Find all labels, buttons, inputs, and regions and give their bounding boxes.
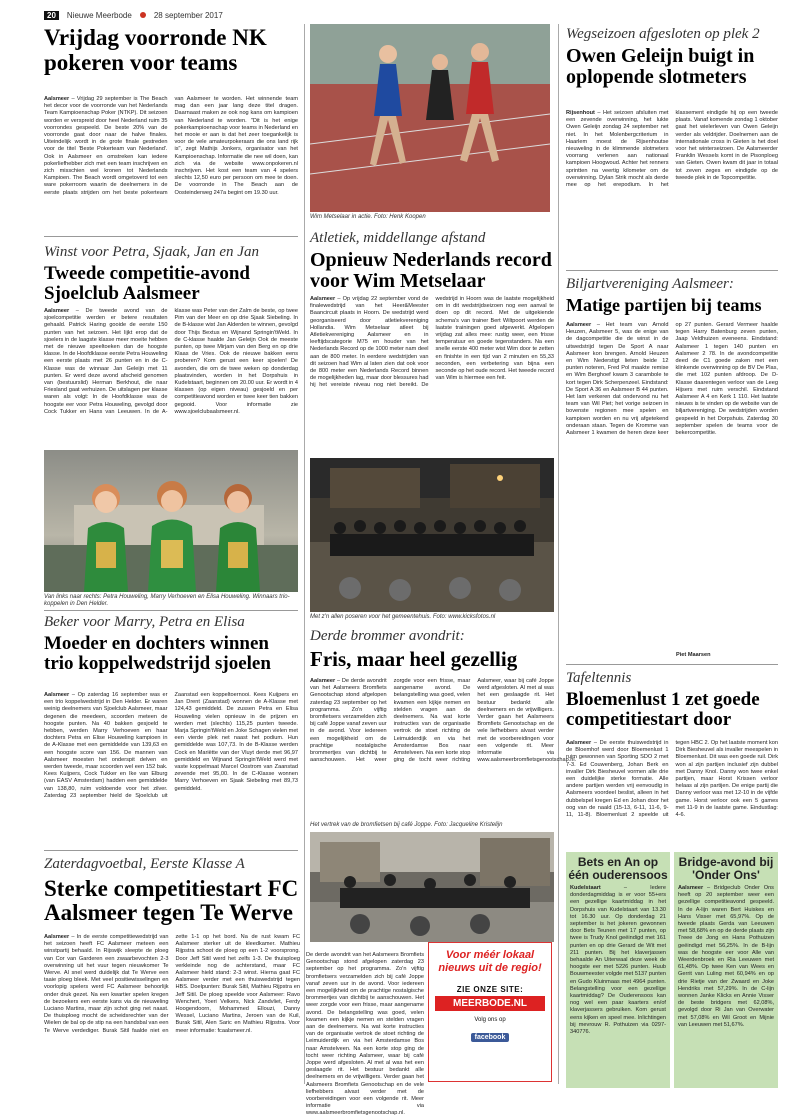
article-body: Aalsmeer – Op vrijdag 22 september vond de finalewedstrijd van het Heer&Meester Baancircuit plaats in Hoorn. De wedstrijd werd georganiseerd door atletiekvereniging Hollandia. Wim Metselaar atleet bij Atletiekvereniging Aalsmeer en in leeftijdscategorie M75 en houder van het Nederlands Record op de 1000 meter nam deel aan de 800 meter. In eerdere wedstrijden van dit seizoen had Wim al laten zien dat ook voor de 800 meter een Nederlands Record binnen de mogelijkheden lag, maar door blessures had hij het vereiste niveau nog niet bereikt. De wedstrijd in Hoorn was de laatste mogelijkheid om in dit wedstrijdseizoen nog een aanval te doen op dit record. Met de uitgekiende schema's van trainer Bert Wiltpoort werden de laatste trainingen goed afgewerkt. Afgelopen vrijdag zat alles mee: rustig weer, een frisse temperatuur en goede tegenstanders. Na een snelle eerste 400 meter wist Wim door te zetten en finishte in een tijd van 2 minuten en 55,33 seconden, een verbetering van bijna een seconde op het oude record. Het tweede record van Wim is hiermee een feit. <box>310 296 554 389</box>
street-mopeds-illustration <box>310 832 554 942</box>
page-number: 20 <box>44 11 59 20</box>
photo-caption: Met z'n allen poseren voor het gemeentehuis. Foto: www.kicksfotos.nl <box>310 614 496 620</box>
article-biljart <box>566 276 778 315</box>
article-sjoelclub <box>44 244 298 305</box>
article-body: Aalsmeer – In de eerste competitiewedstrijd van het seizoen heeft FC Aalsmeer meteen een winstpartij behaald. In Rijswijk sleepte de ploeg van Cor van Garderen een zwaarbevochten 2-3 overwinning uit het vuur tegen nieuwkomer Te Werve. Al snel werd duidelijk dat Te Werve een taaie ploeg bleek. Met veel positiewisselingen en voorlopig spelers werd FC Aalsmeer behoorlijk onder druk gezet. Na een kwartier spelen kregen de bezoekers een eerste kans via de nieuweling Luciano Martins, maar zijn schot ging net naast. De thuisploeg mocht de scheidsrechter van der Wielen de bal op de stip na een handsbal van een Te Werve verdediger. Burak Sitil faalde niet en zette 1-1 op het bord. Na de rust kwam FC Aalsmeer sterker uit de kleedkamer. Mathieu Rijpstra schoot de ploeg op een 1-2 voorsprong. Door Jeff Sitil werd het zelfs 1-3. De thuisploeg verkleinde nog de achterstand, maar FC Aalsmeer hield stand: 2-3 winst. Hierna gaat FC Aalsmeer verder met een thuiswedstrijd tegen HBS. Doelpunten: Burak Sitil, Mathieu Rijpstra en Jeff Sitil. De ploeg speelde voor Aalsmeer: Ravo Wenchert, Yoeri Velkers, Nick Zandvliet, Ferdy Hoogendoorn, Mohammed Ellouzi, Danny Wessel, Luciano Martins, Jeroen van de Kuil, Burak Sitil, Alen Saric en Mathieu Rijpstra. Voor meer informatie: fcaalsmeer.nl. <box>44 934 300 1034</box>
kicker: Winst voor Petra, Sjaak, Jan en Jan <box>44 244 259 260</box>
headline: Fris, maar heel gezellig <box>310 646 518 671</box>
body-text: Op vrijdag 22 september vond de finalewedstrijd van het Heer&Meester Baancircuit plaats in Hoorn. De wedstrijd werd georganiseerd door atletiekvereniging Hollandia. Wim Metselaar atleet bij Atletiekvereniging Aalsmeer en in leeftijdscategorie M75 en houder van het Nederlands Record op de 1000 meter nam deel aan de 800 meter. In eerdere wedstrijden van dit seizoen had Wim al laten zien dat ook voor de 800 meter een Nederlands Record binnen de mogelijkheden lag, maar door blessures had hij het vereiste niveau nog niet bereikt. De wedstrijd in Hoorn was de laatste mogelijkheid om in dit wedstrijdseizoen nog een aanval te doen op dit record. Met de uitgekiende schema's van trainer Bert Wiltpoort werden de laatste trainingen goed afgewerkt. Afgelopen vrijdag zat alles mee: rustig weer, een frisse temperatuur en goede tegenstanders. Na een snelle eerste 400 meter wist Wim door te zetten en finishte in een tijd van 2 minuten en 55,33 seconden, een verbetering van bijna een seconde op het oude record. Het tweede record van Wim is hiermee een feit. <box>310 296 554 389</box>
kicker: Zaterdagvoetbal, Eerste Klasse A <box>44 856 245 872</box>
signature: Piet Maarsen <box>676 652 711 658</box>
body-text: De tweede avond van de sjoelcompetitie werden er betere resultaten gehaald. Patrick Haring gooide de eerste 150 punten van het seizoen. Het lijkt erop dat de sjoelers in de laagste klasse meer moeite hebben met de nieuwe speeltoeken dan de hoogste klasse. In de Hoofdklasse eerste Petra Houweling een eerste plaats met 26 punten en in de C-Klasse was de winnaar Jan Geleijn met 11 punten. Er werd deze avond afscheid genomen van (bestuurslid) Herman Berkhout, die naar Friesland gaat verhuizen. De uitslagen per klasse waren als volgt: In de Hoofdklasse was de hoogste eer voor Petra Houweling, gevolgd door Cock Tukker en Hans van Leeuwen. In de A-klasse was Peter van der Zalm de beste, op twee Pim van der Meer en op drie Sjaak Siebeling. In de B-klasse wist Jan Alderden te winnen, gevolgd door Thijs Bextus en Wijnand Springin'tWeld. In de C-klasse haalde Jan Geleijn Ook de meeste punten, op twee Mirjam van den Berg en op drie Klaas de Vries. Ook de nieuwe bakken eens proberen? Kom gerust een keer sjoelen! De avonden, die om de twee weken op donderdag plaatsvinden, worden in het Dorpshuis in Kudelstaart, beginnen om 20.00 uur. Er wordt in 4 klassen (op eigen niveau) gesjoeld en per competitieavond worden er twee keer tien bakken gegooid. Voor informatie zie www.sjoelclubaalsmeer.nl. <box>44 308 298 415</box>
paper-name: Nieuwe Meerbode <box>66 10 132 20</box>
article-body-continued <box>306 952 424 1117</box>
dateline: Aalsmeer <box>566 322 592 328</box>
headline: Vrijdag voorronde NK pokeren voor teams <box>44 25 267 75</box>
box-ouderensoos <box>566 852 670 1088</box>
advert-meerbode[interactable] <box>428 942 552 1082</box>
photo-caption: Wim Metselaar in actie. Foto: Henk Koopen <box>310 214 426 220</box>
article-body: Rijsenhout – Het seizoen afsluiten met een zevende overwinning, het lukte Owen Geleijn zondag 24 september net niet. In het Molenbergcriterium in Haarlem moest de Rijsenhoutse nieuweling in de klimmende slotmeters voorrang verlenen aan nationaal kampioen Hoogwoud. Achter het renners sprintten na veertig kilometer om de overwinning. Dylan Strik mocht als derde mee op het erepodium. In het klassement eindigde hij op een tweede plaats. Vanaf komende zondag 1 oktober gaat het wielerleven van Owen Geleijn verder als veldrijder. Doelnemen aan de internationale cross in Gieten is het doel voor het winterseizoen. De Aalsmeerder Franklin Wessels komt in de Pisonploeg van Gieten. Owen kwam dit jaar in totaal tot zeven zeges en eindigde op de tweede plek in de Topcompetitie. <box>566 110 778 189</box>
box-title: Bridge-avond bij 'Onder Ons' <box>678 855 774 882</box>
article-body: Aalsmeer – De derde avondrit van het Aalsmeers Bromfiets Genootschap stond afgelopen zaterdag 23 september op het programma. Zo'n vijftig bromfietsers verzamelden zich bij café Joppe vanaf zeven uur in de avond. Voor iedereen een mogelijkheid om de prachtige nostalgische brommertjes van dichtbij te aanschouwen. Het weer zorgde voor een frisse, maar aangename avond. De belangstelling was goed, velen kwamen een kijkje nemen en stelden vragen aan de deelnemers. Na wat korte instructies van de organisatie vertrok de stoet richting de Leimuiderdijk en via het Amsterdamse Bos naar Amstelveen. Na een korte stop ging de tocht weer richting Aalsmeer, waar bij café Joppe werd afgesloten. Al met al was het een geslaagde rit. Het bestuur bedankt alle deelnemers en de vrijwilligers. Verder gaan het Aalsmeers Bromfiets Genootschap en de vele liefhebbers alvast verder met de voorbereidingen voor een volgende rit. Meer informatie via www.aalsmeerbromfietsgenootschap.nl. <box>310 678 577 764</box>
runners-illustration <box>310 24 550 212</box>
body-text: Bridgeclub Onder Ons heeft op 20 september weer een gezellige competitieavond gespeeld. In de A-lijn waren Bert Huiskes en Hans Visser met 65,97%. Op de tweede plaats Gerda van Leeuwen met 58,68% en op de derde plaats zijn Treee de Jong en Hans Pothuizen geëindigd met 56,25%. In de B-lijn was de hoogste eer voor Alle van Weerdenbroek en Ria Leeuwen met 61,48%. Op twee Ken van Wees en Gerrit van Luling met 60,94% en op drie Rietje van der Zwaard en Joke Hendriks met 57,29%. In de C-lijn wonnen Janke Klicks en Annie Visser de beste bridgers met 62,08%, gevolgd door Ri Jan van Overwater met 57,08% en Wil Groot en Mijnie van Leeuwen met 51,67%. <box>678 885 774 1028</box>
kicker: Wegseizoen afgesloten op plek 2 <box>566 26 760 42</box>
bullet-icon <box>140 12 146 18</box>
group-night-illustration <box>310 458 554 612</box>
headline: Moeder en dochters winnen trio koppelwedstrijd sjoelen <box>44 632 271 675</box>
dateline: Aalsmeer <box>44 692 70 698</box>
photo-metselaar <box>310 24 550 212</box>
article-trio <box>44 614 298 675</box>
article-body: Aalsmeer – Het team van Arnold Heuzen, Aalsmeer 5, was de enige van de dagcompetitie die de winst in de uitwedstrijd tegen De Sport A naar Aalsmeer kon brengen. Arnold Heuzen en Wim Nederstigt lieten beide 12 punten noteren, Fred Pol maakte remise en Wim Berghoef kwam 3 carambole te kort tegen Dirk Scherpenzeel. Eindstand: De Sport A 36 en Aalsmeer B 44 punten. Het lam verkeren dat ondervond nu het team van Wil Piet; het vorige seizoen in bovenste regionen mee spelen en kampioen worden en nu vrij afgetekend onderaan staan. Tegen de Kromme van Aalsmeer 1 kwamen de heren deze keer op 27 punten. Gerard Vermeer haalde tegen Harry Batenburg zeven punten, Jaap Veldhuizen eveneens. Eindstand: Aalsmeer 1 tegen 140 punten en Aalsmeer 2 78. In de avondcompetitie deed de C1 goede zaken met een klinkende overwinning op de BV De Plas, die met 102 punten afdroop. De D-Klasse daarentegen verloor van de Leeg Hijsers met ruim verschil. Eindstand Aalsmeer A 4 en Kerk 1 110. Het laatste nieuws is te vinden op de website van de biljartvereniging. De wedstrijden worden gespeeld in het Dorpshuis. Zaterdag 30 september spelen de teams voor de bekercompetitie. <box>566 322 778 437</box>
photo-brommers-departure <box>310 832 554 942</box>
headline: Matige partijen bij teams <box>566 294 762 315</box>
dateline: Aalsmeer <box>310 296 336 302</box>
kicker: Tafeltennis <box>566 670 632 686</box>
article-tafeltennis <box>566 670 778 731</box>
article-metselaar <box>310 230 554 293</box>
article-body: Aalsmeer – Op zaterdag 16 september was er een trio koppelwedstrijd in Den Helder. Er waren weinig deelnemers van Sjoelclub Aalsmeer, maar degenen die meedeen, scoorden meteen de hoogste punten. Na 40 bakken gesjoeld te hebben, werden Marry Verhoeven en haar dochters Petra en Elise Houweling kampioen in de A-Klasse met een gemiddelde van 139,63 en een hoogste score van 156. De mannen van Aalsmeer moesten het onderspit delven en werden tweede, maar scoorden wel een 152 bak. Kees Kuijpers, Cock Tukker en Ike van Elburg (van EASV Amsterdam) hadden een gemiddelde van 138,80, ruim voldoende voor het zilver. Zaterdag 23 september hield de Sjoelclub uit Zaanstad een koppeltoernooi. Kees Kuijpers en Jan Drent (Zaanstad) wonnen de A-Klasse met 124,43 gemiddeld. De zussen Petra en Elisa Houweling vielen opnieuw in de prijzen en werden met (slechts) 115,25 punten tweede. Marja Springin'tWeld en Joke Schagen vielen met een vierde plek net naast het podium. Hun gemiddelde was 107,73. In de B-Klasse werden Cock en Mariëtte van der Vluyt derde met 96,97 gemiddeld en Wijnand Springin'tWeld werd met vaste koppelmaat Marcel Oostrom van Zaanstad zevende met 95,00. In de C-Klasse wonnen Marry Verhoeven en Sjaak Siebeling met 89,73 gemiddeld. <box>44 692 298 799</box>
dateline: Aalsmeer <box>44 96 70 102</box>
box-bridge <box>674 852 778 1088</box>
page-header <box>44 8 774 22</box>
article-body: Aalsmeer – De eerste thuiswedstrijd in de Bloemhof werd door Bloemenlust 1 ruim gewonnen van Sporting SDO 2 met 7-3. Ed Couwenberg, Johan Berk en invaller Dirk Biesheuvel vormen alle drie een duidelijke sterke formatie. Alle andere partijen werden vrij eenvoudig in Aalsmeers voordeel beslist, alleen in het dubbelspel kregen Ed en Johan door het oog van de naald (15-13, 6-11, 11-6, 9-11, 11-8). Bloemenlust 2 speelde uit tegen HBC 2. Op het laatste moment kon Dirk Biesheuvel als invaller meespelen in Bloemenlust. Dit was een goede ruil. Dirk won al zijn partijen inclusief zijn dubbel met Danny Knol. Danny won twee enkel partijen, maar Horst Krissen verloor helaas al zijn partijen. De enige partij die Danny verloor was met 12-10 in de vijfde game. Horst verloor ook een 5 games met 11-9 in de laatste game. Eindustlag: 4-6. <box>566 740 778 819</box>
dateline: Kudelstaart <box>570 885 601 891</box>
body-text: De derde avondrit van het Aalsmeers Bromfiets Genootschap stond afgelopen zaterdag 23 september op het programma. Zo'n vijftig bromfietsers verzamelden zich bij café Joppe vanaf zeven uur in de avond. Voor iedereen een mogelijkheid om de prachtige nostalgische brommertjes van dichtbij te aanschouwen. Het weer zorgde voor een frisse, maar aangename avond. De belangstelling was goed, velen kwamen een kijkje nemen en stelden vragen aan de deelnemers. Na wat korte instructies van de organisatie vertrok de stoet richting de Leimuiderdijk en via het Amsterdamse Bos naar Amstelveen. Na een korte stop ging de tocht weer richting Aalsmeer, waar bij café Joppe werd afgesloten. Al met al was het een geslaagde rit. Het bestuur bedankt alle deelnemers en de vrijwilligers. Verder gaan het Aalsmeers Bromfiets Genootschap en de vele liefhebbers alvast verder met de voorbereidingen voor een volgende rit. Meer informatie via www.aalsmeerbromfietsgenootschap.nl. <box>310 678 577 764</box>
ad-label: ZIE ONZE SITE: <box>456 985 524 994</box>
headline: Sterke competitiestart FC Aalsmeer tegen Te Werve <box>44 875 299 926</box>
body-text: In de eerste competitiewedstrijd van het seizoen heeft FC Aalsmeer meteen een winstpartij behaald. In Rijswijk sleepte de ploeg van Cor van Garderen een zwaarbevochten 2-3 overwinning uit het vuur tegen nieuwkomer Te Werve. Al snel werd duidelijk dat Te Werve een taaie ploeg bleek. Met veel positiewisselingen en voorlopig spelers werd FC Aalsmeer behoorlijk onder druk gezet. Na een kwartier spelen kregen de bezoekers een eerste kans via de nieuweling Luciano Martins, maar zijn schot ging net naast. De thuisploeg mocht de scheidsrechter van der Wielen de bal op de stip na een handsbal van een Te Werve verdediger. Burak Sitil faalde niet en zette 1-1 op het bord. Na de rust kwam FC Aalsmeer sterker uit de kleedkamer. Mathieu Rijpstra schoot de ploeg op een 1-2 voorsprong. Door Jeff Sitil werd het zelfs 1-3. De thuisploeg verkleinde nog de achterstand, maar FC Aalsmeer hield stand: 2-3 winst. Hierna gaat FC Aalsmeer verder met een thuiswedstrijd tegen HBS. Doelpunten: Burak Sitil, Mathieu Rijpstra en Jeff Sitil. De ploeg speelde voor Aalsmeer: Ravo Wenchert, Yoeri Velkers, Nick Zandvliet, Ferdy Hoogendoorn, Mohammed Ellouzi, Danny Wessel, Luciano Martins, Jeroen van de Kuil, Burak Sitil, Alen Saric en Mathieu Rijpstra. Voor meer informatie: fcaalsmeer.nl. <box>44 934 300 1034</box>
dateline: Aalsmeer <box>566 740 592 746</box>
dateline: Aalsmeer <box>310 678 336 684</box>
headline: Owen Geleijn buigt in oplopende slotmeters <box>566 44 755 89</box>
photo-caption: Van links naar rechts: Petra Houweling, Marry Verhoeven en Elisa Houweling. Winnaars trio-koppelen in Den Helder. <box>44 594 290 607</box>
headline: Opnieuw Nederlands record voor Wim Metselaar <box>310 248 552 293</box>
ad-slogan: Voor méér lokaal nieuws uit de regio! <box>438 949 542 974</box>
photo-sjoel-winners <box>44 450 298 592</box>
issue-date: 28 september 2017 <box>153 10 223 20</box>
article-body: Aalsmeer – Bridgeclub Onder Ons heeft op 20 september weer een gezellige competitieavond gespeeld. In de A-lijn waren Bert Huiskes en Hans Visser met 65,97%. Op de tweede plaats Gerda van Leeuwen met 58,68% en op de derde plaats zijn Treee de Jong en Hans Pothuizen geëindigd met 56,25%. In de B-lijn was de hoogste eer voor Alle van Weerdenbroek en Ria Leeuwen met 61,48%. Op twee Ken van Wees en Gerrit van Luling met 60,94% en op drie Rietje van der Zwaard en Joke Hendriks met 57,29%. In de C-lijn wonnen Janke Klicks en Annie Visser de beste bridgers met 62,08%, gevolgd door Ri Jan van Overwater met 57,08% en Wil Groot en Mijnie van Leeuwen met 51,67%. <box>678 885 774 1028</box>
kicker: Biljartvereniging Aalsmeer: <box>566 276 734 292</box>
photo-brommers-group <box>310 458 554 612</box>
body-text: De eerste thuiswedstrijd in de Bloemhof werd door Bloemenlust 1 ruim gewonnen van Sporting SDO 2 met 7-3. Ed Couwenberg, Johan Berk en invaller Dirk Biesheuvel vormen alle drie een duidelijke sterke formatie. Alle andere partijen werden vrij eenvoudig in Aalsmeers voordeel beslist, alleen in het dubbelspel kregen Ed en Johan door het oog van de naald (15-13, 6-11, 11-6, 9-11, 11-8). Bloemenlust 2 speelde uit tegen HBC 2. Op het laatste moment kon Dirk Biesheuvel als invaller meespelen in Bloemenlust. Dit was een goede ruil. Dirk won al zijn partijen inclusief zijn dubbel met Danny Knol. Danny won twee enkel partijen, maar Horst Krissen verloor helaas al zijn partijen. De enige partij die Danny verloor was met 12-10 in de vijfde game. Horst verloor ook een 5 games met 11-9 in de laatste game. Eindustlag: 4-6. <box>566 740 778 819</box>
dateline: Aalsmeer <box>678 885 704 891</box>
kicker: Derde brommer avondrit: <box>310 628 465 644</box>
article-body: Aalsmeer – Vrijdag 29 september is The Beach het decor voor de voorronde van het Nederlands Team Kampioenschap Poker (NTKP). Dit seizoen worden er verspreid door heel Nederland ruim 35 voorrondes gespeeld. De beste 20% van de voorronde gaat door naar de halve finales. Uiteindelijk wordt in de grote finale gestreden voor de titel 'Beste Pokerteam van Nederland'. Ook in Aalsmeer en omstreken kan iedere pokerliefhebber zich met een team inschrijven en zich misschien wel kronen tot Nederlands Kampioen. The Beach wordt omgetoverd tot een ware pokerroom waarin de deelnemers in de eerste plaats strijden om het beste pokerteam van Aalsmeer te worden. Het winnende team mag dan een jaar lang deze titel dragen. Daarnaast maken ze ook nog kans om kampioen van Nederland te worden. "Dit is het enige pokerkampioenschap voor teams in Nederland en het mooie er aan is dat het zeer toegankelijk is voor de vele amateurpokeraars die ons land rijk is", zegt Mathijs Jonkers, organisator van het Kampioenschap. Informatie die nee wil doen, kan zich via de website www.onpokeren.nl inschrijven. Het kost een team van 4 spelers slechts 12,50 euro per persoon om mee te doen. De voorronde in The Beach aan de Oosteinderweg 247a begint om 19.30 uur. <box>44 96 298 196</box>
headline: Bloemenlust 1 zet goede competitiestart door <box>566 688 760 731</box>
body-text: De derde avondrit van het Aalsmeers Bromfiets Genootschap stond afgelopen zaterdag 23 september op het programma. Zo'n vijftig bromfietsers verzamelden zich bij café Joppe vanaf zeven uur in de avond. Voor iedereen een mogelijkheid om de prachtige nostalgische brommertjes van dichtbij te aanschouwen. Het weer zorgde voor een frisse, maar aangename avond. De belangstelling was goed, velen kwamen een kijkje nemen en stelden vragen aan de deelnemers. Na wat korte instructies van de organisatie vertrok de stoet richting de Leimuiderdijk en via het Amsterdamse Bos naar Amstelveen. Na een korte stop ging de tocht weer richting Aalsmeer, waar bij café Joppe werd afgesloten. Al met al was het een geslaagde rit. Het bestuur bedankt alle deelnemers en de vrijwilligers. Verder gaan het Aalsmeers Bromfiets Genootschap en de vele liefhebbers alvast verder met de voorbereidingen voor een volgende rit. Meer informatie via www.aalsmeerbromfietsgenootschap.nl. <box>306 952 424 1117</box>
dateline: Aalsmeer <box>44 934 70 940</box>
ad-follow: Volg ons op <box>474 1017 506 1023</box>
kicker: Atletiek, middellange afstand <box>310 230 486 246</box>
women-trophies-illustration <box>44 450 298 592</box>
box-title: Bets en An op één ouderensoos <box>568 855 668 882</box>
article-brommers <box>310 628 554 670</box>
dateline: Rijsenhout <box>566 110 595 116</box>
article-body: Aalsmeer – De tweede avond van de sjoelcompetitie werden er betere resultaten gehaald. Patrick Haring gooide de eerste 150 punten van het seizoen. Het lijkt erop dat de sjoelers in de laagste klasse meer moeite hebben met de nieuwe speeltoeken dan de hoogste klasse. In de Hoofdklasse eerste Petra Houweling een eerste plaats met 26 punten en in de C-Klasse was de winnaar Jan Geleijn met 11 punten. Er werd deze avond afscheid genomen van (bestuurslid) Herman Berkhout, die naar Friesland gaat verhuizen. De uitslagen per klasse waren als volgt: In de Hoofdklasse was de hoogste eer voor Petra Houweling, gevolgd door Cock Tukker en Hans van Leeuwen. In de A-klasse was Peter van der Zalm de beste, op twee Pim van der Meer en op drie Sjaak Siebeling. In de B-klasse wist Jan Alderden te winnen, gevolgd door Thijs Bextus en Wijnand Springin'tWeld. In de C-klasse haalde Jan Geleijn Ook de meeste punten, op twee Mirjam van den Berg en op drie Klaas de Vries. Ook de nieuwe bakken eens proberen? Kom gerust een keer sjoelen! De avonden, die om de twee weken op donderdag plaatsvinden, worden in het Dorpshuis in Kudelstaart, beginnen om 20.00 uur. Er wordt in 4 klassen (op eigen niveau) gesjoeld en per competitieavond worden er twee keer tien bakken gegooid. Voor informatie zie www.sjoelclubaalsmeer.nl. <box>44 308 298 415</box>
body-text: Het team van Arnold Heuzen, Aalsmeer 5, was de enige van de dagcompetitie die de winst in de uitwedstrijd tegen De Sport A naar Aalsmeer kon brengen. Arnold Heuzen en Wim Nederstigt lieten beide 12 punten noteren, Fred Pol maakte remise en Wim Berghoef kwam 3 carambole te kort tegen Dirk Scherpenzeel. Eindstand: De Sport A 36 en Aalsmeer B 44 punten. Het lam verkeren dat ondervond nu het team van Wil Piet; het vorige seizoen in bovenste regionen mee spelen en kampioen worden en nu vrij afgetekend onderaan staan. Tegen de Kromme van Aalsmeer 1 kwamen de heren deze keer op 27 punten. Gerard Vermeer haalde tegen Harry Batenburg zeven punten, Jaap Veldhuizen eveneens. Eindstand: Aalsmeer 1 tegen 140 punten en Aalsmeer 2 78. In de avondcompetitie deed de C1 goede zaken met een klinkende overwinning op de BV De Plas, die met 102 punten afdroop. De D-Klasse daarentegen verloor van de Leeg Hijsers met ruim verschil. Eindstand Aalsmeer A 4 en Kerk 1 110. Het laatste nieuws is te vinden op de website van de biljartvereniging. De wedstrijden worden gespeeld in het Dorpshuis. Zaterdag 30 september spelen de teams voor de bekercompetitie. <box>566 322 778 437</box>
article-body: Kudelstaart – Iedere donderdagmiddag is er voor 55+ers een gezellige kaartmiddag in het Dorpshuis van Kudelstaart van 13.30 tot 16.30 uur. Op donderdag 21 september is het jokeren gewonnen door Bets Teunen met 17 punten, op twee is Trudy Knol geëindigd met 161 punten en op drie Gerard de Wit met 211 punten. Bij het klaverjassen behaalde An Uiterwaal deze week de hoogste eer met 5226 punten. Huub Bouwmeester volgde met 5137 punten en Gudo Kluinmaas met 4964 punten. Belangstelling voor een gezellige kaartmiddag? De Ouderensoos kan nog wel een paar kaarters en/of klaverjassers gebruiken. Kom gerust eens kijken en speel mee. Inlichtingen bij mevrouw R. Pothuizen via 0297-340776. <box>570 885 666 1036</box>
ad-site[interactable]: MEERBODE.NL <box>435 996 545 1011</box>
body-text: Vrijdag 29 september is The Beach het decor voor de voorronde van het Nederlands Team Kampioenschap Poker (NTKP). Dit seizoen worden er verspreid door heel Nederland ruim 35 voorrondes gespeeld. De beste 20% van de voorronde gaat door naar de halve finales. Uiteindelijk wordt in de grote finale gestreden voor de titel 'Beste Pokerteam van Nederland'. Ook in Aalsmeer en omstreken kan iedere pokerliefhebber zich met een team inschrijven en zich misschien wel kronen tot Nederlands Kampioen. The Beach wordt omgetoverd tot een ware pokerroom waarin de deelnemers in de eerste plaats strijden om het beste pokerteam van Aalsmeer te worden. Het winnende team mag dan een jaar lang deze titel dragen. Daarnaast maken ze ook nog kans om kampioen van Nederland te worden. "Dit is het enige pokerkampioenschap voor teams in Nederland en het mooie er aan is dat het zeer toegankelijk is voor de vele amateurpokeraars die ons land rijk is", zegt Mathijs Jonkers, organisator van het Kampioenschap. Informatie die nee wil doen, kan zich via de website www.onpokeren.nl inschrijven. Het kost een team van 4 spelers slechts 12,50 euro per persoon om mee te doen. De voorronde in The Beach aan de Oosteinderweg 247a begint om 19.30 uur. <box>44 96 298 196</box>
article-geleijn <box>566 26 776 89</box>
article-poker <box>44 26 298 76</box>
body-text: Op zaterdag 16 september was er een trio koppelwedstrijd in Den Helder. Er waren weinig deelnemers van Sjoelclub Aalsmeer, maar degenen die meedeen, scoorden meteen de hoogste punten. Na 40 bakken gesjoeld te hebben, werden Marry Verhoeven en haar dochters Petra en Elise Houweling kampioen in de A-Klasse met een gemiddelde van 139,63 en een hoogste score van 156. De mannen van Aalsmeer moesten het onderspit delven en werden tweede, maar scoorden wel een 152 bak. Kees Kuijpers, Cock Tukker en Ike van Elburg (van EASV Amsterdam) hadden een gemiddelde van 138,80, ruim voldoende voor het zilver. Zaterdag 23 september hield de Sjoelclub uit Zaanstad een koppeltoernooi. Kees Kuijpers en Jan Drent (Zaanstad) wonnen de A-Klasse met 124,43 gemiddeld. De zussen Petra en Elisa Houweling vielen opnieuw in de prijzen en werden met (slechts) 115,25 punten tweede. Marja Springin'tWeld en Joke Schagen vielen met een vierde plek net naast het podium. Hun gemiddelde was 107,73. In de B-Klasse werden Cock en Mariëtte van der Vluyt derde met 96,97 gemiddeld en Wijnand Springin'tWeld werd met vaste koppelmaat Marcel Oostrom van Zaanstad zevende met 95,00. In de C-Klasse wonnen Marry Verhoeven en Sjaak Siebeling met 89,73 gemiddeld. <box>44 692 298 799</box>
dateline: Aalsmeer <box>44 308 70 314</box>
facebook-button[interactable]: facebook <box>471 1033 510 1042</box>
body-text: Iedere donderdagmiddag is er voor 55+ers een gezellige kaartmiddag in het Dorpshuis van Kudelstaart van 13.30 tot 16.30 uur. Op donderdag 21 september is het jokeren gewonnen door Bets Teunen met 17 punten, op twee is Trudy Knol geëindigd met 161 punten en op drie Gerard de Wit met 211 punten. Bij het klaverjassen behaalde An Uiterwaal deze week de hoogste eer met 5226 punten. Huub Bouwmeester volgde met 5137 punten en Gudo Kluinmaas met 4964 punten. Belangstelling voor een gezellige kaartmiddag? De Ouderensoos kan nog wel een paar kaarters en/of klaverjassers gebruiken. Kom gerust eens kijken en speel mee. Inlichtingen bij mevrouw R. Pothuizen via 0297-340776. <box>570 885 666 1036</box>
headline: Tweede competitie-avond Sjoelclub Aalsmeer <box>44 262 250 305</box>
kicker: Beker voor Marry, Petra en Elisa <box>44 614 245 630</box>
photo-caption: Het vertrek van de bromfietsen bij café Joppe. Foto: Jacqueline Kristelijn <box>310 822 503 828</box>
body-text: Het seizoen afsluiten met een zevende overwinning, het lukte Owen Geleijn zondag 24 september net niet. In het Molenbergcriterium in Haarlem moest de Rijsenhoutse nieuweling in de klimmende slotmeters voorrang verlenen aan nationaal kampioen Hoogwoud. Achter het renners sprintten na veertig kilometer om de overwinning. Dylan Strik mocht als derde mee op het erepodium. In het klassement eindigde hij op een tweede plaats. Vanaf komende zondag 1 oktober gaat het wielerleven van Owen Geleijn verder als veldrijder. Doelnemen aan de internationale cross in Gieten is het doel voor het winterseizoen. De Aalsmeerder Franklin Wessels komt in de Pisonploeg van Gieten. Owen kwam dit jaar in totaal tot zeven zeges en eindigde op de tweede plek in de Topcompetitie. <box>566 110 778 189</box>
